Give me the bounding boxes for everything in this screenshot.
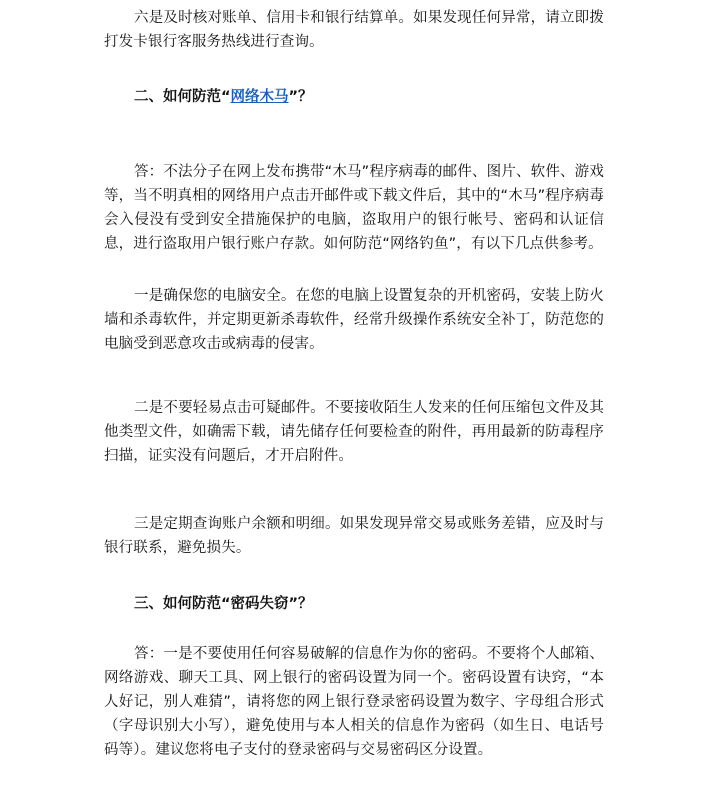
paragraph-two: 二是不要轻易点击可疑邮件。不要接收陌生人发来的任何压缩包文件及其他类型文件，如确需下载，请先储存任何要检查的附件，再用最新的防毒程序扫描，证实没有问题后，才开启附件。 xyxy=(104,400,604,464)
paragraph-three: 三是定期查询账户余额和明细。如果发现异常交易或账务差错，应及时与银行联系，避免损失。 xyxy=(104,516,604,556)
heading-trojan-prefix: 二、如何防范“ xyxy=(134,89,231,105)
paragraph-six: 六是及时核对账单、信用卡和银行结算单。如果发现任何异常，请立即拨打发卡银行客服务热线进行查询。 xyxy=(104,10,604,50)
paragraph-one: 一是确保您的电脑安全。在您的电脑上设置复杂的开机密码，安装上防火墙和杀毒软件，并定期更新杀毒软件，经常升级操作系统安全补丁，防范您的电脑受到恶意攻击或病毒的侵害。 xyxy=(104,288,604,352)
heading-trojan xyxy=(104,85,604,109)
heading-password: 三、如何防范“密码失窃”？ xyxy=(134,596,313,612)
heading-trojan-suffix: ”？ xyxy=(288,89,313,105)
paragraph-answer-password: 答：一是不要使用任何容易破解的信息作为你的密码。不要将个人邮箱、网络游戏、聊天工具、网上银行的密码设置为同一个。密码设置有诀窍，“本人好记，别人难猜”，请将您的网上银行登录密码设置为数字、字母组合形式（字母识别大小写），避免使用与本人相关的信息作为密码（如生日、电话号码等）。建议您将电子支付的登录密码与交易密码区分设置。 xyxy=(104,646,604,758)
trojan-link[interactable]: 网络木马 xyxy=(230,89,289,105)
paragraph-answer-trojan: 答：不法分子在网上发布携带“木马”程序病毒的邮件、图片、软件、游戏等，当不明真相的网络用户点击开邮件或下载文件后，其中的“木马”程序病毒会入侵没有受到安全措施保护的电脑，盗取用户的银行帐号、密码和认证信息，进行盗取用户银行账户存款。如何防范“网络钓鱼”，有以下几点供参考。 xyxy=(104,164,604,252)
